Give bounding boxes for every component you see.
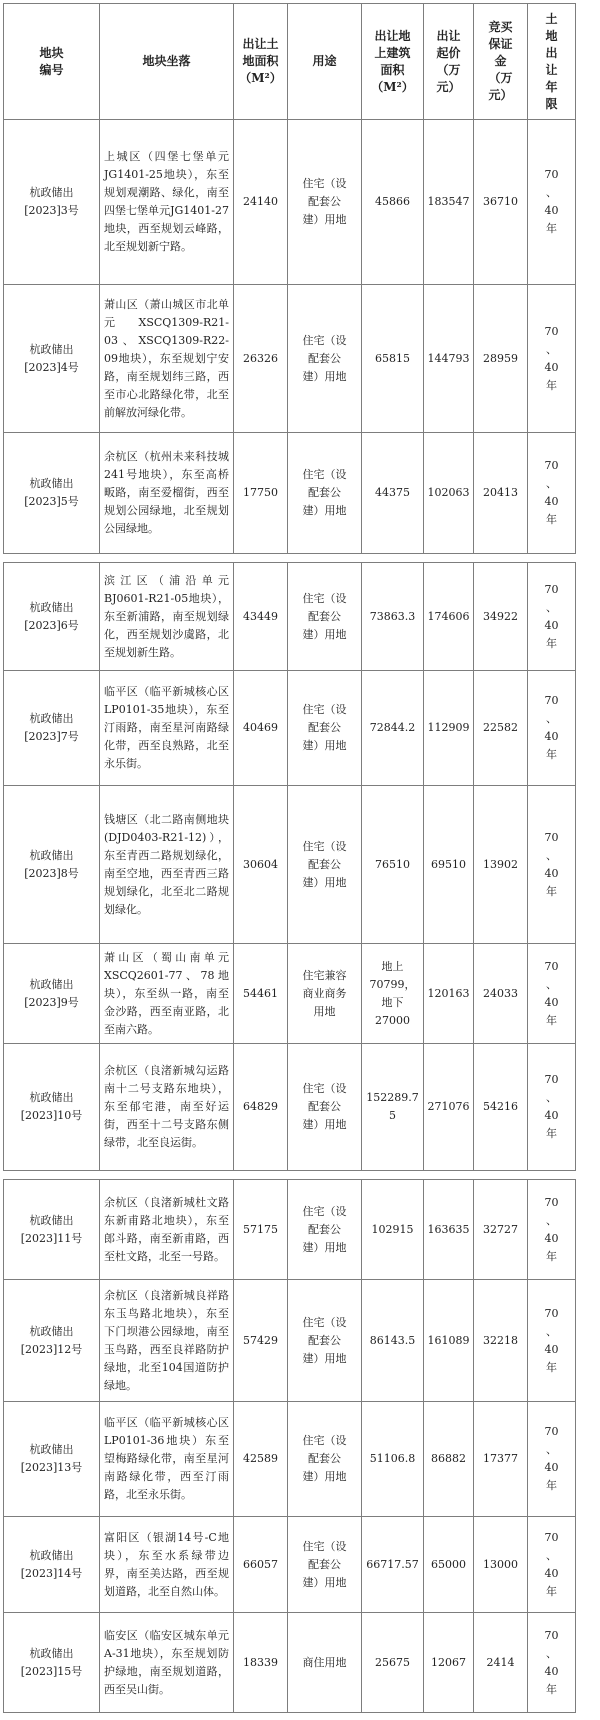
table-row — [4, 1044, 576, 1171]
building-area-cell-text: 73863.3 — [369, 609, 416, 623]
land-area-cell-text: 30604 — [243, 857, 278, 871]
starting-price-cell-text: 271076 — [427, 1100, 470, 1113]
location-cell-text: 钱塘区（北二路南侧地块(DJD0403-R21-12)），东至青西二路规划绿化，南至空地，西至青西三路规划绿化，北至北二路规划绿化。 — [104, 812, 229, 916]
building-area-cell-text: 45866 — [375, 195, 410, 208]
building-area-cell-text: 44375 — [375, 486, 410, 499]
parcel-id-cell — [4, 1280, 100, 1402]
land-use-cell — [288, 433, 362, 554]
location-cell-text: 滨江区（浦沿单元BJ0601-R21-05地块），东至新浦路，南至规划绿化，西至规划沙虞路，北至规划新生路。 — [104, 573, 229, 659]
lease-years-part: 40 — [544, 1231, 559, 1245]
deposit-cell — [474, 944, 528, 1044]
parcel-id-cell-text: 杭政储出 [2023]8号 — [24, 848, 79, 880]
lease-years-part: 、 — [546, 342, 557, 356]
parcel-id-cell — [4, 1402, 100, 1517]
lease-years-cell — [528, 944, 576, 1044]
lease-years-part: 年 — [546, 222, 557, 235]
land-use-cell — [288, 671, 362, 786]
land-area-cell — [234, 433, 288, 554]
land-use-cell — [288, 1517, 362, 1613]
land-use-cell-text: 住宅（设 配套公 建）用地 — [302, 591, 347, 641]
lease-years-cell — [528, 1402, 576, 1517]
deposit-cell-text: 28959 — [483, 351, 518, 365]
building-area-cell — [362, 944, 424, 1044]
header-starting-price: 出让 起价 （万 元） — [424, 4, 474, 120]
starting-price-cell-text: 69510 — [431, 857, 466, 871]
land-use-cell-text: 住宅（设 配套公 建）用地 — [302, 1082, 347, 1131]
parcel-id-cell-text: 杭政储出 [2023]5号 — [24, 477, 79, 508]
starting-price-cell — [424, 285, 474, 433]
land-parcel-table — [3, 3, 576, 1713]
building-area-cell — [362, 1517, 424, 1613]
starting-price-cell-text: 112909 — [427, 721, 470, 734]
lease-years-part: 70 — [544, 324, 559, 338]
location-cell — [100, 433, 234, 554]
lease-years-part: 70 — [544, 1073, 559, 1086]
land-area-cell — [234, 120, 288, 285]
land-area-cell — [234, 1613, 288, 1713]
deposit-cell-text: 13000 — [483, 1557, 518, 1571]
parcel-id-cell — [4, 285, 100, 433]
land-use-cell — [288, 120, 362, 285]
lease-years-part: 70 — [544, 1425, 559, 1438]
location-cell — [100, 944, 234, 1044]
land-use-cell — [288, 1180, 362, 1280]
lease-years-part: 年 — [546, 1584, 557, 1598]
building-area-cell-text: 地上 70799， 地下 27000 — [369, 959, 416, 1027]
building-area-cell-text: 152289.7 5 — [366, 1091, 419, 1122]
table-row — [4, 285, 576, 433]
group-separator — [4, 554, 576, 563]
deposit-cell-text: 24033 — [483, 986, 518, 1000]
lease-years-part: 、 — [546, 1646, 557, 1660]
parcel-id-cell — [4, 786, 100, 944]
parcel-id-cell-text: 杭政储出 [2023]10号 — [20, 1091, 83, 1122]
starting-price-cell — [424, 944, 474, 1044]
lease-years-part: 70 — [544, 459, 559, 472]
lease-years-part: 70 — [544, 168, 559, 181]
parcel-id-cell-text: 杭政储出 [2023]14号 — [20, 1548, 83, 1580]
land-auction-document — [3, 3, 575, 1713]
land-area-cell-text: 40469 — [243, 721, 278, 734]
lease-years-part: 40 — [544, 1109, 559, 1122]
deposit-cell-text: 22582 — [483, 721, 518, 734]
building-area-cell-text: 25675 — [375, 1655, 410, 1669]
header-building-area: 出让地 上建筑 面积 （M²） — [362, 4, 424, 120]
location-cell — [100, 1280, 234, 1402]
location-cell — [100, 120, 234, 285]
land-area-cell — [234, 285, 288, 433]
lease-years-cell — [528, 563, 576, 671]
location-cell-text: 余杭区（杭州未来科技城241号地块），东至高桥畈路，南至爱榴街，西至规划公园绿地，北至规划公园绿地。 — [104, 450, 229, 535]
lease-years-cell — [528, 120, 576, 285]
starting-price-cell-text: 86882 — [431, 1452, 466, 1465]
header-parcel-id: 地块 编号 — [4, 4, 100, 120]
lease-years-part: 70 — [544, 959, 559, 973]
land-use-cell — [288, 1613, 362, 1713]
location-cell — [100, 563, 234, 671]
starting-price-cell — [424, 1402, 474, 1517]
location-cell-text: 富阳区（银湖14号-C地块），东至水系绿带边界，南至美达路，西至规划道路，北至自然山体。 — [104, 1530, 229, 1598]
parcel-id-cell-text: 杭政储出 [2023]7号 — [24, 712, 79, 743]
lease-years-cell — [528, 1180, 576, 1280]
lease-years-part: 40 — [544, 360, 559, 374]
location-cell-text: 临平区（临平新城核心区LP0101-35地块），东至汀雨路，南至星河南路绿化带，西至良熟路，北至永乐街。 — [104, 685, 229, 770]
building-area-cell — [362, 786, 424, 944]
starting-price-cell — [424, 433, 474, 554]
land-area-cell — [234, 563, 288, 671]
lease-years-part: 、 — [546, 1091, 557, 1104]
table-header-row — [4, 4, 576, 120]
location-cell-text: 萧山区（蜀山南单元XSCQ2601-77、78地块），东至纵一路，南至金沙路，西至南亚路，北至南六路。 — [104, 950, 229, 1036]
land-use-cell-text: 住宅（设 配套公 建）用地 — [302, 1204, 347, 1254]
header-land-area: 出让土 地面积 （M²） — [234, 4, 288, 120]
lease-years-part: 70 — [544, 1195, 559, 1209]
lease-years-part: 40 — [544, 495, 559, 508]
lease-years-part: 、 — [546, 1324, 557, 1338]
deposit-cell — [474, 285, 528, 433]
parcel-id-cell — [4, 1044, 100, 1171]
lease-years-cell — [528, 671, 576, 786]
lease-years-part: 70 — [544, 1628, 559, 1642]
land-use-cell — [288, 563, 362, 671]
starting-price-cell — [424, 1180, 474, 1280]
lease-years-part: 、 — [546, 977, 557, 991]
lease-years-part: 年 — [546, 1249, 557, 1263]
lease-years-part: 年 — [546, 1013, 557, 1027]
building-area-cell — [362, 285, 424, 433]
building-area-cell-text: 72844.2 — [369, 721, 416, 734]
building-area-cell — [362, 1280, 424, 1402]
deposit-cell-text: 34922 — [483, 609, 518, 623]
land-area-cell-text: 24140 — [243, 195, 278, 208]
deposit-cell-text: 17377 — [483, 1452, 518, 1465]
group-gap — [4, 554, 576, 563]
header-lease-years: 土 地 出 让 年 限 — [528, 4, 576, 120]
starting-price-cell — [424, 1517, 474, 1613]
starting-price-cell-text: 161089 — [427, 1333, 470, 1347]
parcel-id-cell — [4, 1613, 100, 1713]
deposit-cell-text: 32218 — [483, 1333, 518, 1347]
building-area-cell-text: 51106.8 — [369, 1452, 416, 1465]
lease-years-part: 、 — [546, 712, 557, 725]
lease-years-part: 年 — [546, 1479, 557, 1492]
land-area-cell — [234, 671, 288, 786]
building-area-cell-text: 76510 — [375, 857, 410, 871]
starting-price-cell-text: 102063 — [427, 486, 470, 499]
deposit-cell-text: 13902 — [483, 857, 518, 871]
table-row — [4, 433, 576, 554]
parcel-id-cell-text: 杭政储出 [2023]9号 — [24, 977, 79, 1009]
starting-price-cell-text: 183547 — [427, 195, 470, 208]
starting-price-cell — [424, 563, 474, 671]
land-area-cell-text: 66057 — [243, 1557, 278, 1571]
starting-price-cell-text: 144793 — [427, 351, 470, 365]
lease-years-part: 40 — [544, 618, 559, 632]
deposit-cell — [474, 671, 528, 786]
location-cell-text: 余杭区（良渚新城勾运路南十二号支路东地块），东至郁宅港，南至好运街，西至十二号支路东侧绿带，北至良运街。 — [104, 1064, 229, 1149]
lease-years-part: 40 — [544, 1342, 559, 1356]
deposit-cell — [474, 1044, 528, 1171]
land-area-cell-text: 54461 — [243, 986, 278, 1000]
parcel-id-cell-text: 杭政储出 [2023]13号 — [20, 1443, 83, 1474]
location-cell-text: 上城区（四堡七堡单元JG1401-25地块），东至规划观潮路、绿化，南至四堡七堡单元JG1401-27地块，西至规划云峰路，北至规划新宁路。 — [104, 150, 229, 253]
land-use-cell — [288, 1044, 362, 1171]
building-area-cell-text: 66717.57 — [366, 1557, 419, 1571]
starting-price-cell-text: 12067 — [431, 1655, 466, 1669]
building-area-cell — [362, 1402, 424, 1517]
location-cell — [100, 1180, 234, 1280]
lease-years-part: 年 — [546, 378, 557, 392]
deposit-cell — [474, 1517, 528, 1613]
land-area-cell — [234, 1280, 288, 1402]
land-use-cell — [288, 944, 362, 1044]
lease-years-part: 70 — [544, 694, 559, 707]
land-use-cell-text: 住宅（设 配套公 建）用地 — [302, 1539, 347, 1589]
lease-years-part: 年 — [546, 1682, 557, 1696]
table-row — [4, 1402, 576, 1517]
starting-price-cell — [424, 1044, 474, 1171]
lease-years-part: 40 — [544, 866, 559, 880]
land-use-cell-text: 住宅（设 配套公 建）用地 — [302, 333, 347, 383]
lease-years-part: 40 — [544, 995, 559, 1009]
lease-years-part: 、 — [546, 1213, 557, 1227]
lease-years-cell — [528, 1613, 576, 1713]
lease-years-part: 40 — [544, 1664, 559, 1678]
starting-price-cell — [424, 671, 474, 786]
deposit-cell — [474, 120, 528, 285]
starting-price-cell — [424, 1280, 474, 1402]
deposit-cell-text: 32727 — [483, 1222, 518, 1236]
group-gap — [4, 1171, 576, 1180]
building-area-cell — [362, 120, 424, 285]
location-cell-text: 临安区（临安区城东单元A-31地块），东至规划防护绿地，南至规划道路，西至吴山街。 — [104, 1628, 229, 1696]
parcel-id-cell-text: 杭政储出 [2023]15号 — [20, 1646, 83, 1678]
deposit-cell — [474, 786, 528, 944]
table-row — [4, 1180, 576, 1280]
building-area-cell — [362, 1180, 424, 1280]
parcel-id-cell-text: 杭政储出 [2023]3号 — [24, 186, 79, 217]
land-area-cell — [234, 944, 288, 1044]
land-use-cell — [288, 1280, 362, 1402]
lease-years-part: 70 — [544, 1530, 559, 1544]
land-use-cell — [288, 786, 362, 944]
building-area-cell — [362, 433, 424, 554]
land-area-cell — [234, 786, 288, 944]
location-cell — [100, 1402, 234, 1517]
land-area-cell — [234, 1402, 288, 1517]
table-row — [4, 944, 576, 1044]
land-use-cell — [288, 285, 362, 433]
building-area-cell — [362, 1613, 424, 1713]
parcel-id-cell — [4, 1517, 100, 1613]
header-location: 地块坐落 — [100, 4, 234, 120]
building-area-cell-text: 102915 — [371, 1222, 414, 1236]
table-row — [4, 671, 576, 786]
header-deposit: 竞买 保证 金 （万 元） — [474, 4, 528, 120]
parcel-id-cell-text: 杭政储出 [2023]12号 — [20, 1324, 83, 1356]
lease-years-part: 、 — [546, 848, 557, 862]
location-cell — [100, 671, 234, 786]
land-area-cell — [234, 1180, 288, 1280]
building-area-cell — [362, 563, 424, 671]
land-area-cell — [234, 1517, 288, 1613]
starting-price-cell-text: 65000 — [431, 1557, 466, 1571]
lease-years-part: 年 — [546, 1127, 557, 1140]
lease-years-part: 、 — [546, 186, 557, 199]
building-area-cell-text: 65815 — [375, 351, 410, 365]
lease-years-part: 年 — [546, 748, 557, 761]
land-area-cell-text: 43449 — [243, 609, 278, 623]
land-area-cell-text: 42589 — [243, 1452, 278, 1465]
lease-years-cell — [528, 433, 576, 554]
deposit-cell — [474, 1280, 528, 1402]
lease-years-part: 年 — [546, 513, 557, 526]
location-cell-text: 余杭区（良渚新城杜文路东新甫路北地块），东至郎斗路，南至新甫路，西至杜文路，北至一号路。 — [104, 1195, 229, 1263]
table-row — [4, 1280, 576, 1402]
building-area-cell-text: 86143.5 — [369, 1333, 416, 1347]
location-cell — [100, 1613, 234, 1713]
parcel-id-cell — [4, 1180, 100, 1280]
land-area-cell-text: 64829 — [243, 1100, 278, 1113]
deposit-cell — [474, 563, 528, 671]
lease-years-part: 年 — [546, 636, 557, 650]
parcel-id-cell-text: 杭政储出 [2023]11号 — [20, 1213, 83, 1245]
lease-years-part: 40 — [544, 730, 559, 743]
table-row — [4, 1613, 576, 1713]
parcel-id-cell — [4, 563, 100, 671]
deposit-cell — [474, 1613, 528, 1713]
lease-years-part: 70 — [544, 582, 559, 596]
starting-price-cell — [424, 1613, 474, 1713]
lease-years-part: 年 — [546, 884, 557, 898]
table-body — [4, 120, 576, 1713]
lease-years-part: 40 — [544, 204, 559, 217]
lease-years-part: 、 — [546, 1443, 557, 1456]
starting-price-cell-text: 163635 — [427, 1222, 470, 1236]
land-use-cell-text: 住宅兼容 商业商务 用地 — [302, 968, 347, 1018]
parcel-id-cell — [4, 120, 100, 285]
lease-years-cell — [528, 1044, 576, 1171]
parcel-id-cell-text: 杭政储出 [2023]6号 — [24, 600, 79, 632]
land-area-cell-text: 26326 — [243, 351, 278, 365]
lease-years-part: 70 — [544, 1306, 559, 1320]
deposit-cell-text: 54216 — [483, 1100, 518, 1113]
lease-years-cell — [528, 1517, 576, 1613]
location-cell-text: 余杭区（良渚新城良祥路东玉鸟路北地块），东至下门坝港公园绿地，南至玉鸟路，西至良祥路防护绿地，北至104国道防护绿地。 — [104, 1288, 229, 1392]
land-use-cell-text: 住宅（设 配套公 建）用地 — [302, 839, 347, 889]
land-area-cell-text: 18339 — [243, 1655, 278, 1669]
location-cell — [100, 285, 234, 433]
lease-years-part: 40 — [544, 1566, 559, 1580]
building-area-cell — [362, 671, 424, 786]
lease-years-part: 40 — [544, 1461, 559, 1474]
building-area-cell — [362, 1044, 424, 1171]
parcel-id-cell — [4, 433, 100, 554]
deposit-cell — [474, 433, 528, 554]
deposit-cell-text: 2414 — [486, 1655, 515, 1669]
deposit-cell — [474, 1180, 528, 1280]
parcel-id-cell — [4, 944, 100, 1044]
location-cell — [100, 1517, 234, 1613]
parcel-id-cell-text: 杭政储出 [2023]4号 — [24, 342, 79, 374]
lease-years-part: 年 — [546, 1360, 557, 1374]
lease-years-part: 、 — [546, 600, 557, 614]
land-use-cell-text: 商住用地 — [302, 1655, 347, 1669]
table-row — [4, 1517, 576, 1613]
starting-price-cell — [424, 786, 474, 944]
land-use-cell-text: 住宅（设 配套公 建）用地 — [302, 703, 347, 752]
location-cell — [100, 1044, 234, 1171]
lease-years-cell — [528, 786, 576, 944]
starting-price-cell — [424, 120, 474, 285]
deposit-cell-text: 20413 — [483, 486, 518, 499]
deposit-cell-text: 36710 — [483, 195, 518, 208]
land-area-cell — [234, 1044, 288, 1171]
location-cell — [100, 786, 234, 944]
table-row — [4, 563, 576, 671]
table-row — [4, 120, 576, 285]
land-use-cell-text: 住宅（设 配套公 建）用地 — [302, 1434, 347, 1483]
header-use: 用途 — [288, 4, 362, 120]
land-use-cell-text: 住宅（设 配套公 建）用地 — [302, 177, 347, 226]
table-row — [4, 786, 576, 944]
lease-years-part: 、 — [546, 1548, 557, 1562]
land-use-cell — [288, 1402, 362, 1517]
lease-years-cell — [528, 1280, 576, 1402]
location-cell-text: 临平区（临平新城核心区LP0101-36地块）东至望梅路绿化带，南至星河南路绿化带，西至汀雨路，北至永乐街。 — [104, 1416, 229, 1501]
parcel-id-cell — [4, 671, 100, 786]
group-separator — [4, 1171, 576, 1180]
land-area-cell-text: 57175 — [243, 1222, 278, 1236]
location-cell-text: 萧山区（萧山城区市北单元XSCQ1309-R21-03、XSCQ1309-R22-09地块），东至规划宁安路，南至规划纬三路，西至市心北路绿化带，北至前解放河绿化带。 — [104, 297, 229, 419]
lease-years-cell — [528, 285, 576, 433]
land-area-cell-text: 17750 — [243, 486, 278, 499]
lease-years-part: 70 — [544, 830, 559, 844]
land-use-cell-text: 住宅（设 配套公 建）用地 — [302, 468, 347, 517]
lease-years-part: 、 — [546, 477, 557, 490]
starting-price-cell-text: 120163 — [427, 986, 470, 1000]
starting-price-cell-text: 174606 — [427, 609, 470, 623]
land-use-cell-text: 住宅（设 配套公 建）用地 — [302, 1315, 347, 1365]
deposit-cell — [474, 1402, 528, 1517]
land-area-cell-text: 57429 — [243, 1333, 278, 1347]
